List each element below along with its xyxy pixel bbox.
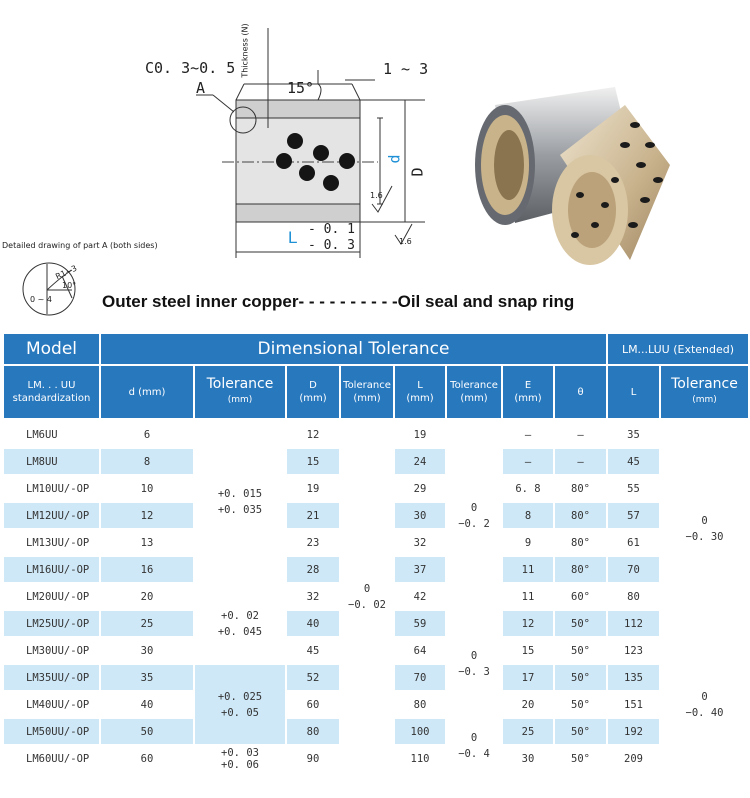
tolerance-1-unit: (mm) [227,395,253,405]
L-text: L [417,380,423,391]
cell-E: 12 [503,611,553,636]
d-tol-c-upper: +0. 025 [217,690,263,703]
header-theta: θ [555,366,606,418]
cell-L-ext: 61 [608,530,659,555]
cell-L-ext: 57 [608,503,659,528]
D-text: D [309,380,317,391]
cell-d: 16 [101,557,193,582]
cell-L-ext: 112 [608,611,659,636]
length-tol-upper: - 0. 1 [308,222,355,237]
cell-model: LM60UU/-OP [4,746,99,771]
Lext-tolerance-group-b [661,638,748,772]
d-tol-b-upper: +0. 02 [221,609,259,622]
d-tol-a-lower: +0. 035 [217,504,263,516]
cell-d: 25 [101,611,193,636]
cell-E: 11 [503,557,553,582]
d-tol-b-lower: +0. 045 [217,625,263,638]
cell-E: 25 [503,719,553,744]
roughness-mark-2: 1.6 [399,237,412,246]
chamfer-label: C0. 3~0. 5 [145,59,236,77]
E-unit: (mm) [514,393,542,404]
cell-D: 21 [287,503,339,528]
Lext-tolerance-group-a [661,422,748,636]
cell-theta: 50° [555,611,606,636]
range-label: 1 ~ 3 [383,60,429,78]
d-tolerance-group-b [195,584,285,663]
cell-theta: 80° [555,476,606,501]
cell-theta: 50° [555,719,606,744]
header-tolerance-3 [447,366,501,418]
L-tolerance-group-b [447,611,501,717]
angle-label: 15° [287,79,315,97]
cell-D: 52 [287,665,339,690]
cell-theta: – [555,449,606,474]
Lext-tol-a-upper: 0 [701,515,708,527]
product-caption: Outer steel inner copper- - - - - - - - - -Oil seal and snap ring [102,292,575,311]
cell-model: LM16UU/-OP [4,557,99,582]
cell-d: 20 [101,584,193,609]
cell-model: LM25UU/-OP [4,611,99,636]
cell-theta: – [555,422,606,447]
bushing-illustration [465,85,675,270]
cell-L: 42 [395,584,445,609]
cell-theta: 80° [555,557,606,582]
cell-E: 15 [503,638,553,663]
L-tol-a-upper: 0 [470,501,478,514]
D-tol-lower: −0. 02 [348,599,386,611]
L-tol-c-lower: −0. 4 [458,747,490,760]
cell-d: 13 [101,530,193,555]
cell-d: 60 [101,746,193,771]
cell-d: 10 [101,476,193,501]
cell-E: 17 [503,665,553,690]
L-tol-b-lower: −0. 3 [458,666,490,678]
E-text: E [524,380,532,391]
header-L [395,366,445,418]
cell-L: 32 [395,530,445,555]
dimension-table [4,334,748,796]
cell-theta: 50° [555,692,606,717]
cell-D: 60 [287,692,339,717]
cell-d: 6 [101,422,193,447]
cell-d: 35 [101,665,193,690]
cell-model: LM50UU/-OP [4,719,99,744]
cell-D: 45 [287,638,339,663]
cell-L-ext: 80 [608,584,659,609]
cell-model: LM20UU/-OP [4,584,99,609]
tolerance-4-text: Tolerance [671,376,738,392]
d-tol-d-upper: +0. 03 [221,747,259,759]
header-E [503,366,553,418]
cell-L: 70 [395,665,445,690]
D-unit: (mm) [299,393,327,404]
L-tol-b-upper: 0 [470,650,478,662]
cell-D: 15 [287,449,339,474]
L-tolerance-group-c [447,719,501,772]
cell-d: 12 [101,503,193,528]
cell-theta: 60° [555,584,606,609]
detail-angle: 10° [62,281,77,290]
roughness-mark-1: 1.6 [370,191,383,200]
outer-diameter-label: D [408,167,427,177]
d-tolerance-group-a [195,422,285,582]
part-a-label: A [196,79,206,97]
header-tolerance-4 [661,366,748,418]
L-tol-a-lower: −0. 2 [458,517,490,530]
cell-L-ext: 192 [608,719,659,744]
cell-E: 30 [503,746,553,771]
cell-L-ext: 123 [608,638,659,663]
cell-E: – [503,449,553,474]
cell-theta: 50° [555,746,606,771]
d-tolerance-group-c [195,665,285,744]
header-d: d (mm) [101,366,193,418]
cell-L: 110 [395,746,445,771]
cell-D: 19 [287,476,339,501]
technical-drawing [0,0,445,330]
length-tol-lower: - 0. 3 [308,238,355,253]
cell-model: LM12UU/-OP [4,503,99,528]
cell-model: LM13UU/-OP [4,530,99,555]
D-tolerance-group [341,422,393,772]
cell-D: 32 [287,584,339,609]
tolerance-3-text: Tolerance [450,380,498,391]
cell-L-ext: 45 [608,449,659,474]
detail-caption: Detailed drawing of part A (both sides) [2,241,158,250]
L-tolerance-group-a [447,422,501,609]
tolerance-2-unit: (mm) [353,393,381,404]
cell-D: 28 [287,557,339,582]
cell-theta: 80° [555,503,606,528]
D-tol-upper: 0 [363,583,371,595]
cell-E: 8 [503,503,553,528]
product-photo [465,85,675,270]
header-tolerance-1 [195,366,285,418]
cell-model: LM30UU/-OP [4,638,99,663]
cell-L-ext: 135 [608,665,659,690]
length-label: L [288,228,298,247]
cell-L: 19 [395,422,445,447]
cell-D: 40 [287,611,339,636]
cell-E: 20 [503,692,553,717]
cell-L-ext: 151 [608,692,659,717]
cell-d: 8 [101,449,193,474]
cell-model: LM6UU [4,422,99,447]
header-model: Model [4,334,99,364]
cell-theta: 50° [555,638,606,663]
cell-d: 30 [101,638,193,663]
cell-theta: 50° [555,665,606,690]
Lext-tol-b-upper: 0 [701,691,708,703]
tolerance-3-unit: (mm) [460,393,488,404]
cell-D: 90 [287,746,339,771]
cell-L: 80 [395,692,445,717]
cell-L-ext: 35 [608,422,659,447]
cell-D: 23 [287,530,339,555]
cell-L: 100 [395,719,445,744]
cell-L: 30 [395,503,445,528]
header-extended: LM...LUU (Extended) [608,334,748,364]
d-tol-a-upper: +0. 015 [217,488,263,500]
cell-E: – [503,422,553,447]
cell-E: 11 [503,584,553,609]
cell-model: LM35UU/-OP [4,665,99,690]
header-standardization-text: LM. . . UU standardization [12,380,91,404]
cell-L-ext: 209 [608,746,659,771]
L-tol-c-upper: 0 [470,731,478,744]
cell-D: 80 [287,719,339,744]
cell-E: 6. 8 [503,476,553,501]
cell-L: 64 [395,638,445,663]
cell-L: 29 [395,476,445,501]
cell-L: 24 [395,449,445,474]
header-dimensional-tolerance: Dimensional Tolerance [101,334,606,364]
detail-radius: R1~3 [54,263,79,282]
cell-model: LM8UU [4,449,99,474]
tolerance-4-unit: (mm) [692,395,717,405]
header-tolerance-2 [341,366,393,418]
tolerance-1-text: Tolerance [206,376,274,392]
cell-theta: 80° [555,530,606,555]
thickness-label: Thickness (N) [240,23,250,78]
cell-d: 50 [101,719,193,744]
tolerance-2-text: Tolerance [343,380,391,391]
cell-d: 40 [101,692,193,717]
detail-range: 0 ~ 4 [30,295,52,304]
cell-L-ext: 70 [608,557,659,582]
cell-D: 12 [287,422,339,447]
header-D [287,366,339,418]
header-standardization [4,366,99,418]
d-tol-c-lower: +0. 05 [221,706,259,719]
d-tolerance-group-d [195,746,285,772]
cell-L: 59 [395,611,445,636]
Lext-tol-a-lower: −0. 30 [685,531,724,543]
L-unit: (mm) [406,393,434,404]
header-L-ext: L [608,366,659,418]
cell-E: 9 [503,530,553,555]
cell-model: LM40UU/-OP [4,692,99,717]
Lext-tol-b-lower: −0. 40 [685,707,724,719]
d-tol-d-lower: +0. 06 [221,759,259,771]
cell-model: LM10UU/-OP [4,476,99,501]
cell-L-ext: 55 [608,476,659,501]
inner-diameter-label: d [385,154,404,164]
cell-L: 37 [395,557,445,582]
